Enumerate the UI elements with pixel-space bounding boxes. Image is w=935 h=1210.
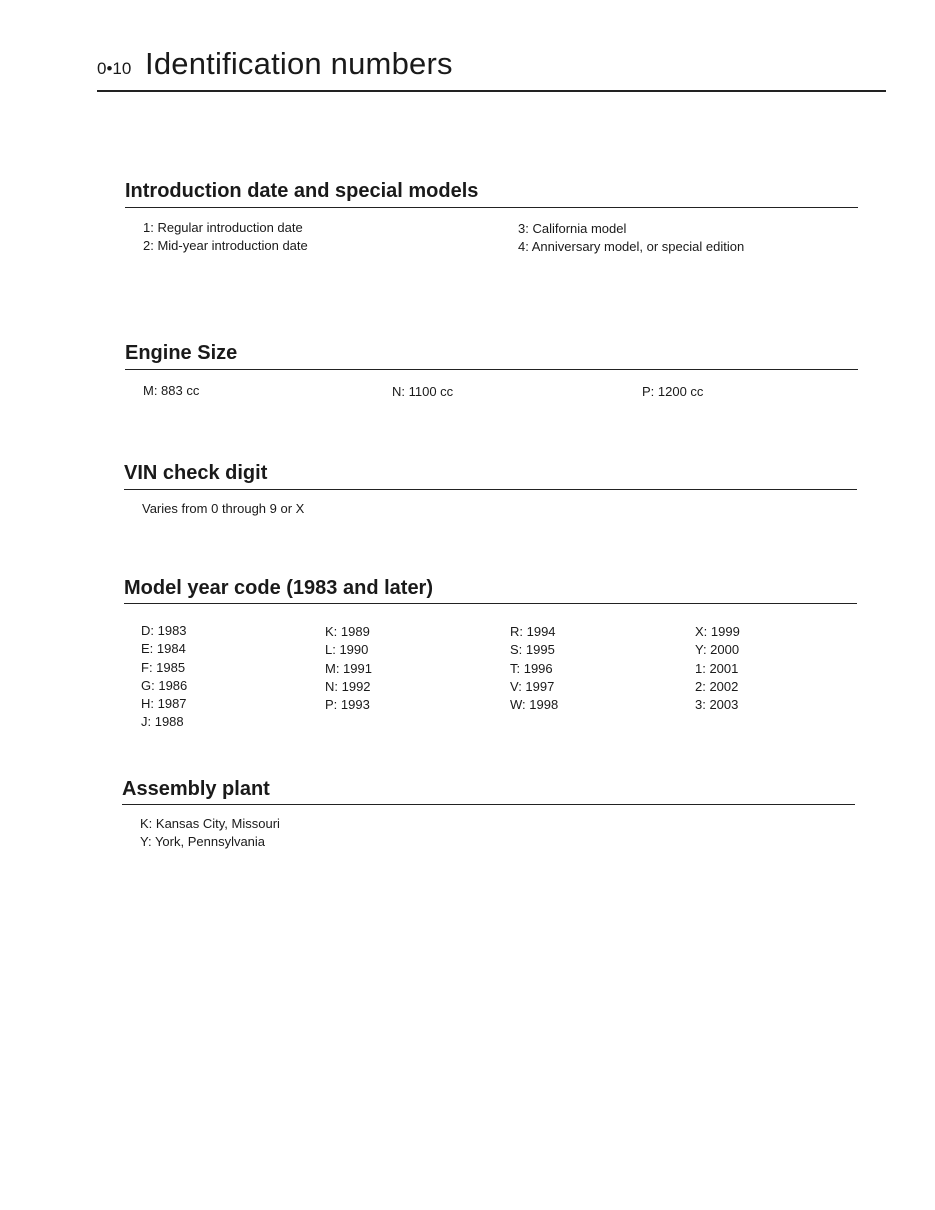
model-year-code: V: 1997	[510, 678, 555, 694]
section-title-assembly: Assembly plant	[122, 778, 270, 800]
page-title: Identification numbers	[145, 46, 453, 81]
model-year-column-4	[695, 623, 740, 714]
assembly-item: K: Kansas City, Missouri	[140, 816, 280, 831]
model-year-column-1	[141, 622, 187, 732]
model-year-code: Y: 2000	[695, 642, 740, 658]
model-year-code: R: 1994	[510, 624, 556, 639]
engine-item: M: 883 cc	[143, 383, 200, 398]
model-year-code: L: 1990	[325, 642, 369, 658]
section-rule	[125, 207, 858, 208]
model-year-code: K: 1989	[325, 624, 370, 639]
section-rule	[122, 804, 855, 805]
model-year-code: 2: 2002	[695, 678, 739, 694]
intro-item: 3: California model	[518, 221, 627, 236]
model-year-code: F: 1985	[141, 659, 186, 675]
model-year-code: E: 1984	[141, 641, 186, 657]
intro-item: 2: Mid-year introduction date	[143, 238, 308, 253]
assembly-item: Y: York, Pennsylvania	[140, 834, 266, 849]
model-year-column-2	[325, 623, 372, 714]
section-title-engine: Engine Size	[125, 342, 238, 364]
engine-item: P: 1200 cc	[642, 384, 704, 399]
model-year-code: P: 1993	[325, 697, 370, 713]
model-year-code: S: 1995	[510, 642, 555, 658]
model-year-code: H: 1987	[141, 696, 187, 712]
model-year-code: X: 1999	[695, 624, 740, 639]
intro-item: 1: Regular introduction date	[143, 220, 303, 235]
section-rule	[125, 369, 858, 370]
model-year-code: M: 1991	[325, 660, 372, 676]
section-title-intro: Introduction date and special models	[125, 180, 479, 202]
section-rule	[124, 603, 857, 604]
model-year-code: D: 1983	[141, 623, 187, 638]
model-year-code: J: 1988	[141, 714, 184, 730]
section-rule	[124, 489, 857, 490]
vin-text: Varies from 0 through 9 or X	[142, 501, 305, 516]
model-year-code: 1: 2001	[695, 660, 739, 676]
model-year-column-3	[510, 623, 558, 714]
page-header	[97, 44, 886, 92]
model-year-code: W: 1998	[510, 697, 559, 713]
intro-item: 4: Anniversary model, or special edition	[518, 239, 745, 254]
engine-item: N: 1100 cc	[392, 384, 454, 399]
model-year-code: G: 1986	[141, 677, 188, 693]
model-year-code: N: 1992	[325, 678, 371, 694]
section-title-vin: VIN check digit	[124, 462, 268, 484]
model-year-code: 3: 2003	[695, 697, 739, 713]
section-title-model-year: Model year code (1983 and later)	[124, 577, 434, 599]
page-number: 0•10	[97, 59, 132, 78]
model-year-code: T: 1996	[510, 660, 553, 676]
